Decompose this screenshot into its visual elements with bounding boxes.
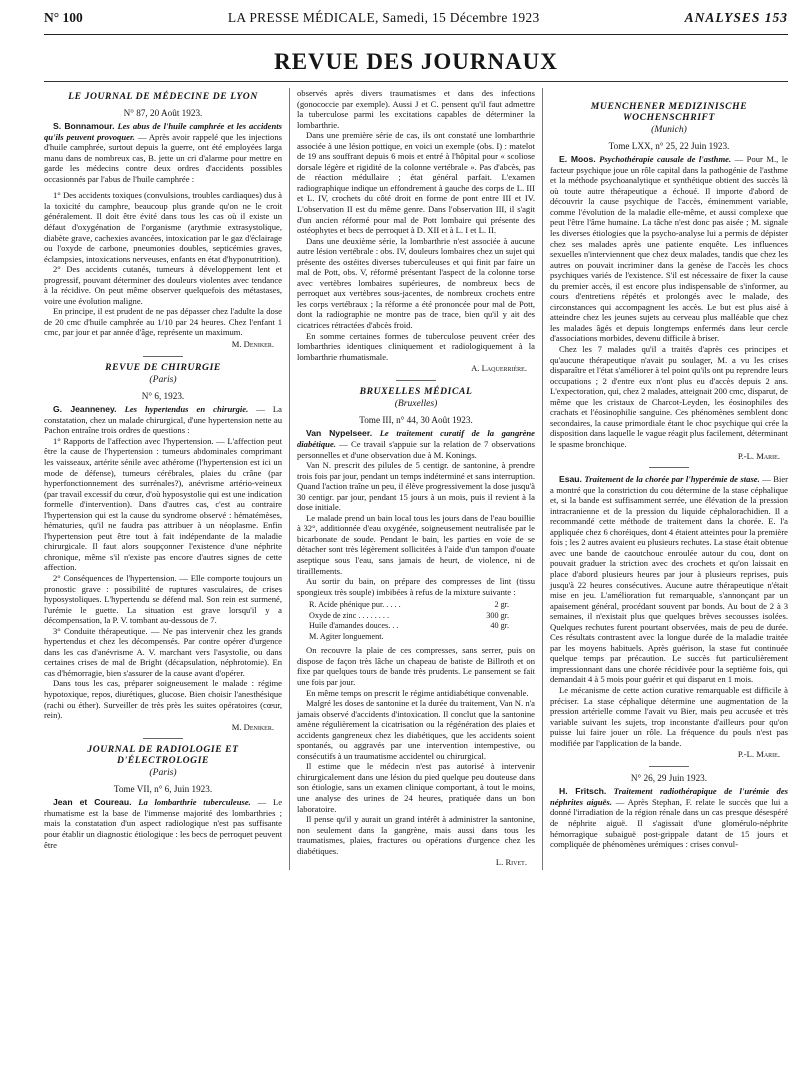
abstract-paragraph: Chez les 7 malades qu'il a traités d'après ces principes et qu'aucune thérapeutique n'avait pu soulager, M. a vu les crises disparaître et l'état s'améliorer à tel point qu'ils ont pu reprendre leurs occupations ; 2 d'entre eux n'ont plus eu d'accès depuis 2 ans. L'expectoration, qui, chez 2 malades, atteignait 200 cmc, disparut, de même que les cristaux de Charcot-Leyden, les éosinophiles des crachats et l'éosinophilie sanguine. Ces phénomènes semblent donc secondaires, la cause primordiale étant le choc psychique qui crée la disposition dans laquelle le vague réagit plus facilement, déterminant le spasme bronchique. — [550, 344, 788, 449]
title-rule — [44, 81, 788, 82]
prescription-qty: 40 gr. — [490, 621, 509, 631]
prescription-item: M. Agiter longuement. — [309, 631, 384, 641]
abstract-paragraph: En somme certaines formes de tuberculose peuvent créer des lombarthries identiques cliniquement et radiologiquement à la lombarthrie rhumatismale. — [297, 330, 535, 362]
abstract-paragraph: En même temps on prescrit le régime antidiabétique convenable. — [306, 687, 529, 698]
section-title: REVUE DES JOURNAUX — [274, 49, 558, 74]
spacer — [550, 88, 788, 98]
abstract-paragraph — [44, 404, 282, 436]
abstract-paragraph: 2° Conséquences de l'hypertension. — Elle comporte toujours un pronostic grave : possibilité de ruptures vasculaires, de crises hyposystoliques. L'hypertendu se défend mal. Son rein est surmené, l'urémie le guette. La situation est grave lorsqu'il y a décompensation, la P. V. tombant au-dessous de 7. — [44, 572, 282, 626]
journal-name: LE JOURNAL DE MÉDECINE DE LYON — [68, 91, 258, 102]
abstract-author: S. Bonnamour. — [53, 121, 115, 132]
abstract-author: Esau. — [559, 474, 582, 485]
abstract-paragraph: 3° Conduite thérapeutique. — Ne pas intervenir chez les grands hypertendus et chez les décompensés. Par contre opérer d'urgence dans les cas d'anévrisme A. V. marchant vers l'asystolie, ou dans certaines crises de mal de Bright (décapsulation, néphrotomie). En cas d'hémorragie, bien s'assurer de la cause avant d'opérer. — [44, 625, 282, 678]
abstract-paragraph: Dans une deuxième série, la lombarthrie n'est associée à aucune autre lésion vertébrale : obs. IV, douleurs lombaires chez un sujet qui présente des ostéites diverses tuberculeuses et qui finit par faire un mal de Pott, obs. V, réformé présentant l'aspect de la colonne torse avec vertèbres lombaires supérieures, de nombreux becs de perroquet aux vertèbres sous-jacentes, de nombreux crochets entre les corps vertébraux ; la réforme a été prononcée pour mal de Pott, dont la radiographie ne montre pas de trace, bien qu'il y ait des cicatrices rétractées d'abcès froid. — [297, 235, 535, 331]
journal-issue: Tome VII, n° 6, Juin 1923. — [113, 783, 213, 794]
abstract-paragraph: Le mécanisme de cette action curative remarquable est difficile à préciser. La stase céphalique détermine une augmentation de la pression artérielle comme l'avait vu Bier, mais peu accusée et très variable suivant les sujets, trop inconstante d'ailleurs pour qu'on puisse lui faire jouer un rôle. La fréquence du pouls n'est pas modifiée par l'application de la bande. — [550, 684, 788, 748]
abstract-paragraph — [297, 428, 535, 460]
column-3 — [543, 88, 788, 870]
separator — [396, 380, 436, 381]
abstract-author: E. Moos. — [559, 154, 596, 165]
abstract-paragraph: Dans une première série de cas, ils ont constaté une lombarthrie associée à une lésion pottique, en voici un exemple (obs. I) : matelot de 19 ans souffrant depuis 6 mois et entré à l'hôpital pour « scoliose dorsale légère et rigidité de la colonne vertébrale ». Pas d'abcès, pas de réaction médullaire ; état général parfait. L'examen radiographique indique un effondrement à gauche des corps de L. III et L. IV, crochets du côté droit en forme de pont entre III et IV. L'observation II est du même genre. Dans l'observation III, il s'agit d'un ancien réformé pour mal de Pott lombaire qui présente des ostéophytes et becs de perroquet à D. XII et à L. I et L. II. — [297, 130, 535, 236]
prescription-item: Huile d'amandes douces. . . — [309, 621, 399, 631]
abstract-paragraph — [44, 797, 282, 850]
abstract-paragraph: Il estime que le médecin n'est pas autorisé à intervenir chirurgicalement dans une lésion du pied quelque peu douteuse dans son étiologie, sans un examen clinique comportant, à tout le moins, une analyse des urines de 24 heures, pratiquée dans un bon laboratoire. — [297, 761, 535, 814]
abstract-paragraph: observés après divers traumatismes et dans des infections (gonococcie par exemple). Aussi J et C. pensent qu'il faut admettre la tuberculose parmi les excitations capables de déterminer la lombarthrie. — [297, 88, 535, 130]
abstract-text: — Après Stephan, F. relate le succès que lui a donné l'irradiation de la région rénale dans un cas presque désespéré de néphrite aiguë. Il s'agissait d'une glomérulo-néphrite hémorragique subaiguë post-grippale datant de 15 jours et compliquée de phénomènes urémiques : crises convul- — [550, 796, 788, 850]
prescription-line — [309, 621, 509, 632]
abstract-author: G. Jeanneney. — [53, 404, 117, 415]
prescription-item: Oxyde de zinc . . . . . . . . — [309, 610, 390, 620]
abstract-paragraph: Le malade prend un bain local tous les jours dans de l'eau bouillie à 32°, additionnée d'eau oxygénée, soigneusement neutralisée par le bicarbonate de soude. Pendant le bain, les parties en voie de se détacher sont très légèrement sollicitées à l'aide d'un tampon d'ouate aseptique sous l'eau, sans jamais de heurt, de violence, ni de tiraillements. — [297, 512, 535, 576]
abstract-paragraph — [550, 474, 788, 685]
column-2 — [290, 88, 542, 870]
journal-issue: Tome III, n° 44, 30 Août 1923. — [359, 414, 473, 425]
abstract-paragraph — [550, 154, 788, 344]
journal-title: LA PRESSE MÉDICALE, Samedi, 15 Décembre 1923 — [227, 10, 540, 25]
journal-city: (Paris) — [149, 374, 177, 386]
issue-number: N° 100 — [44, 10, 83, 25]
journal-issue: N° 87, 20 Août 1923. — [123, 107, 203, 118]
abstract-paragraph: Il pense qu'il y aurait un grand intérêt à administrer la santonine, non seulement dans la gangrène, mais aussi dans tous les traumatismes, plaies, fractures ou opérations d'urgence chez les diabétiques. — [297, 814, 535, 856]
abstract-paragraph: En principe, il est prudent de ne pas dépasser chez l'adulte la dose de 20 cmc d'huile camphrée au 1/10 par 24 heures. Chez l'enfant 1 cmc, par jour et par année d'âge, représente un maximum. — [44, 306, 282, 338]
abstract-title: Le traitement curatif de la gangrène diabétique. — [297, 428, 535, 449]
journal-issue: Tome LXX, n° 25, 22 Juin 1923. — [608, 140, 730, 151]
abstract-title: Les hypertendus en chirurgie. — [124, 404, 249, 415]
prescription — [309, 600, 535, 642]
abstract-paragraph: Malgré les doses de santonine et la durée du traitement, Van N. n'a jamais observé d'accidents d'intoxication. Il conclut que la santonine amène régulièrement la cicatrisation ou la régénération des plaies et accidents gangreneux chez les diabétiques, que les accidents soient spontanés, ou aggravés par une intervention intempestive, ou consécutifs à un traumatisme accidentel ou chirurgical. — [297, 698, 535, 761]
abstract-title: Traitement radiothérapique de l'urémie des néphrites aiguës. — [550, 786, 788, 807]
abstract-author: Jean et Coureau. — [53, 797, 132, 808]
abstract-author: Van Nypelseer. — [306, 428, 373, 439]
abstract-signature: L. Rivet. — [495, 857, 527, 868]
abstract-signature: A. Laquerrière. — [471, 363, 527, 374]
abstract-text: — Ce travail s'appuie sur la relation de 7 observations personnelles et d'une observation due à M. Konings. — [297, 438, 535, 460]
abstract-text: — Bier a montré que la constriction du cou détermine de la stase céphalique et, si la bande est suffisamment serrée, une élévation de la pression intracranienne et de la pression du liquide céphalorachidien. Il a recommandé cette méthode de traitement dans la chorée. E. l'a appliquée chez 6 choréiques, dont 4 étaient atteintes pour la première fois ; les 2 autres avaient eu plusieurs rechutes. La stase était obtenue avec une bande de caoutchouc enroulée autour du cou, dont on pouvait graduer la striction avec des crochets et qu'on laissait en place d'abord plusieurs heures par jour à plusieurs reprises, puis jusqu'à 22 heures consécutives. Aucune autre thérapeutique n'était mise en jeu. L'amélioration fut remarquable, s'annonçant par un apaisement général, procédant souvent par bonds. Au bout de 2 à 3 semaines, il n'existait plus que quelques brèves secousses isolées. Quelques rechutes furent pourtant observées, mais de peu de durée. Ces résultats contrastent avec la longue durée de la maladie traitée par les moyens habituels. Après guérison, la stase fut continuée quelque temps par précaution. Le succès fut particulièrement impressionnant dans une chorée récidivée pour la septième fois, qui demandait 4 à 5 mois pour guérir et qui disparut en 1 mois. — [550, 474, 789, 685]
journal-name: JOURNAL DE RADIOLOGIE ET D'ÉLECTROLOGIE — [87, 744, 239, 766]
abstract-text: — Pour M., le facteur psychique joue un rôle capital dans la pathogénie de l'asthme et la méthode psychoanalytique et synthétique obtient des succès là où toute autre thérapeutique a échoué. Il importe d'abord de découvrir la cause psychique de l'accès, éminemment variable, comme l'évolution de la maladie elle-même, et aussi complexe que peut l'être l'âme humaine. La tâche n'est donc pas aisée ; M. signale les diverses étiologies que la psycho-analyse lui a permis de dépister chez ses malades après une patiente enquête. Les influences sexuelles n'interviennent que chez deux malades, tandis que chez les autres on pouvait incriminer dans la genèse de l'accès les chocs psychiques variés de l'existence. S'il est nécessaire de fixer la cause du premier accès, il est encore plus indispensable de s'informer, au cours d'entretiens répétés et prolongés avec le malade, des circonstances qui accompagnent les accès. Le but est plus aisé à atteindre chez les jeunes sujets au cerveau plus malléable que chez les malades âgés et depuis longtemps enfermés dans leur cercle d'associations morbides, devenu difficile à briser. — [550, 154, 788, 344]
separator — [143, 356, 183, 357]
abstract-text: — Après avoir rappelé que les injections d'huile camphrée, surtout depuis la guerre, ont été employées larga manu dans de nombreux cas, B. jette un cri d'alarme pour mettre en garde les médecins contre deux ordres d'accidents possibles occasionnés par l'abus de l'huile camphrée : — [44, 131, 282, 184]
journal-city: (Bruxelles) — [394, 398, 438, 410]
abstract-signature: M. Deniker. — [231, 339, 274, 350]
abstract-paragraph: 2° Des accidents cutanés, tumeurs à développement lent et progressif, pouvant déterminer des douleurs violentes avec tendance à la récidive. On peut même observer quelquefois des métastases, voire une évolution maligne. — [44, 264, 282, 306]
abstract-text: — Le rhumatisme est la base de l'immense majorité des lombarthries ; mais la constatation d'un aspect radiologique n'est pas suffisante pour établir un diagnostic étiologique : les becs de perroquet peuvent être — [44, 797, 283, 850]
prescription-item: R. Acide phénique pur. . . . . — [309, 600, 401, 610]
column-1 — [44, 88, 289, 870]
masthead — [44, 10, 788, 30]
journal-name: BRUXELLES MÉDICAL — [359, 385, 473, 397]
journal-city: (Paris) — [149, 767, 177, 779]
journal-name: MUENCHENER MEDIZINISCHE WOCHENSCHRIFT — [590, 101, 748, 123]
abstract-title: La lombarthrie tuberculeuse. — [138, 797, 251, 808]
prescription-line — [309, 600, 509, 611]
journal-city: (Munich) — [651, 124, 687, 136]
prescription-qty: 2 gr. — [494, 600, 509, 610]
abstract-paragraph: 1° Des accidents toxiques (convulsions, troubles cardiaques) dus à la toxicité du camphre, beaucoup plus grande qu'on ne le croit généralement. Il doit être évité dans tous les cas où il existe un défaut d'oxygénation de l'organisme (arythmie extrasystolique, diabète grave, cachexies avancées, intoxication par le gaz d'éclairage ou l'oxyde de carbone, pneumonies doubles, septicémies graves, éclampsies, intoxications nerveuses, enfants en état d'hyponutrition). — [44, 190, 282, 264]
abstract-paragraph — [44, 121, 282, 184]
prescription-line — [309, 611, 509, 622]
abstract-paragraph — [550, 786, 788, 849]
journal-issue: N° 26, 29 Juin 1923. — [630, 772, 708, 783]
abstract-signature: P.-L. Marie. — [737, 450, 780, 461]
abstract-paragraph: Au sortir du bain, on prépare des compresses de lint (tissu spongieux très souple) imbibées à refus de la mixture suivante : — [297, 576, 535, 597]
journal-name: REVUE DE CHIRURGIE — [105, 361, 221, 373]
abstract-paragraph: Dans tous les cas, préparer soigneusement le malade : régime hypotoxique, repos, diurétiques, glucose. Bien choisir l'anesthésique (rachi ou éther). Surveiller de très près les suites opératoires (cœur, rein). — [44, 678, 282, 721]
separator — [143, 738, 183, 739]
separator — [649, 467, 689, 468]
masthead-rule — [44, 34, 788, 35]
separator — [649, 766, 689, 767]
abstract-paragraph: 1° Rapports de l'affection avec l'hypertension. — L'affection peut être la cause de l'hypertension : tumeurs abdominales comprimant les vaisseaux, artérite sénile avec athérome (l'hypertension est ici un mode de défense), tumeurs cérébrales, plaies du crâne (par hyperfonctionnement des surrénales?), anévrisme artério-veineux (par travail excessif du cœur, d'où hyposystolie qui est une indication formelle d'intervention). Dans d'autres cas, c'est au contraire l'hypertension qui est la cause du syndrome observé : hématémèses, hématuries, qu'il ne faudra pas attribuer à un néoplasme. Enfin l'hypertension peut être tout à fait indépendante de la maladie chirurgicale. Il faut alors soupçonner l'existence d'une néphrite chronique, même s'il n'existe pas encore d'autres signes de cette affection. — [44, 435, 282, 573]
section-label: ANALYSES 153 — [684, 10, 788, 25]
abstract-title: Traitement de la chorée par l'hyperémie de stase. — [584, 474, 760, 485]
abstract-paragraph: On recouvre la plaie de ces compresses, sans serrer, puis on dispose de façon très lâche un chapeau de batiste de Billroth et on fixe par quelques tours de bande très prudents. Le pansement se fait une fois par jour. — [297, 645, 535, 687]
abstract-title: Les abus de l'huile camphrée et les accidents qu'ils peuvent provoquer. — [44, 121, 282, 142]
abstract-text: — La constatation, chez un malade chirurgical, d'une hypertension nette au Pachon entraîne trois ordres de questions : — [44, 404, 282, 436]
abstract-title: Psychothérapie causale de l'asthme. — [599, 154, 732, 165]
abstract-author: H. Fritsch. — [559, 786, 607, 797]
abstract-paragraph: Van N. prescrit des pilules de 5 centigr. de santonine, à prendre trois fois par jour, pendant un temps indéterminé et sans interruption. Quand l'action traîne un peu, il élève progressivement la dose jusqu'à 30 centigr. par jour, pendant 15 jours à un mois, puis il revient à la dose initiale. — [297, 460, 535, 513]
journal-issue: N° 6, 1923. — [141, 390, 185, 401]
abstract-signature: P.-L. Marie. — [737, 749, 780, 760]
prescription-qty: 300 gr. — [486, 610, 509, 620]
abstract-signature: M. Deniker. — [231, 721, 274, 732]
prescription-line — [309, 632, 509, 643]
columns — [44, 88, 788, 870]
